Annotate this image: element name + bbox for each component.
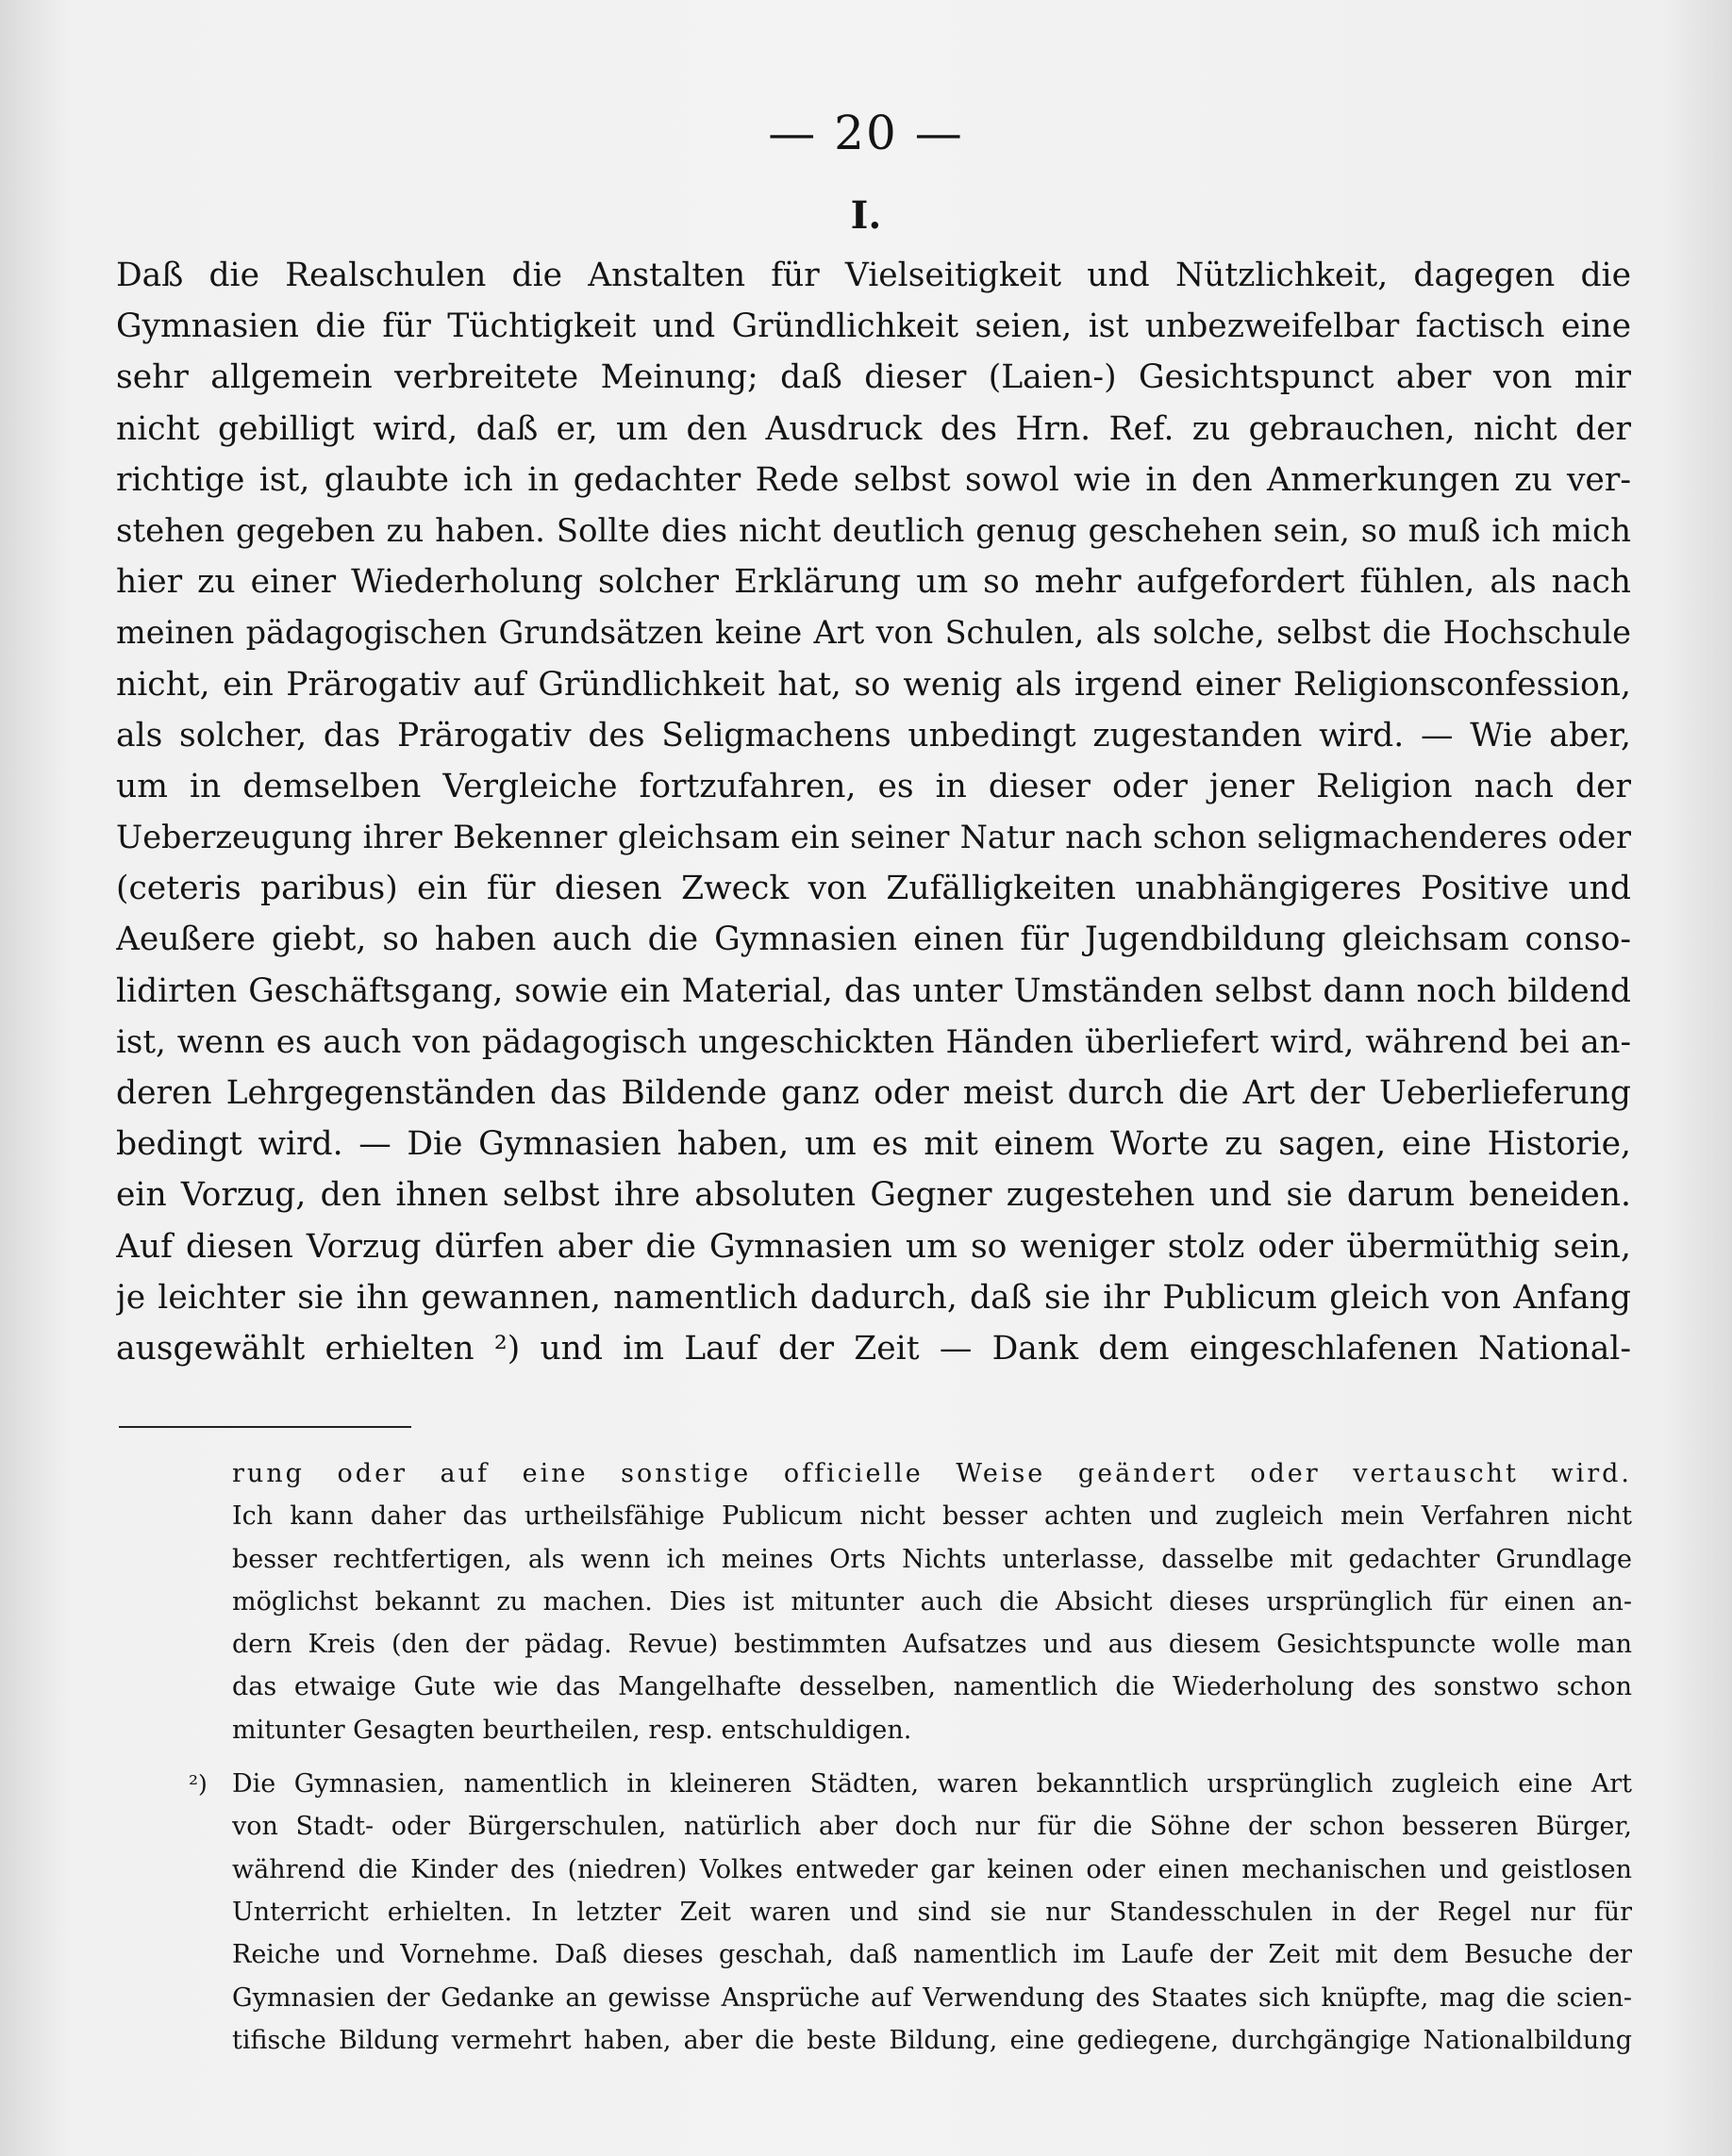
footnote-line: dern Kreis (den der pädag. Revue) bestimmten Aufsatzes und aus diesem Gesichtspuncte wolle man xyxy=(232,1630,1632,1660)
body-line: Daß die Realschulen die Anstalten für Vielseitigkeit und Nützlichkeit, dagegen die xyxy=(116,257,1631,294)
footnote-line: von Stadt- oder Bürgerschulen, natürlich aber doch nur für die Söhne der schon besseren Bürger, xyxy=(232,1812,1632,1842)
footnote-divider xyxy=(119,1426,411,1428)
footnotes xyxy=(189,1452,1632,2062)
body-line: meinen pädagogischen Grundsätzen keine Art von Schulen, als solche, selbst die Hochschule xyxy=(116,614,1631,652)
body-line: nicht gebilligt wird, daß er, um den Ausdruck des Hrn. Ref. zu gebrauchen, nicht der xyxy=(116,409,1631,448)
footnote-2 xyxy=(189,1763,1632,2062)
footnote-line: besser rechtfertigen, als wenn ich meines Orts Nichts unterlasse, dasselbe mit gedachter Grundlage xyxy=(232,1544,1632,1574)
footnote-line: Die Gymnasien, namentlich in kleineren Städten, waren bekanntlich ursprünglich zugleich eine Art xyxy=(232,1769,1632,1799)
body-line: sehr allgemein verbreitete Meinung; daß dieser (Laien-) Gesichtspunct aber von mir xyxy=(116,358,1631,397)
footnote-line: tifische Bildung vermehrt haben, aber die beste Bildung, eine gediegene, durchgängige Nationalbildung xyxy=(232,2025,1632,2055)
body-line: ein Vorzug, den ihnen selbst ihre absoluten Gegner zugestehen und sie darum beneiden. xyxy=(116,1176,1631,1215)
footnote-line: Gymnasien der Gedanke an gewisse Ansprüche auf Verwendung des Staates sich knüpfte, mag die scien- xyxy=(232,1982,1632,2013)
body-line: Auf diesen Vorzug dürfen aber die Gymnasien um so weniger stolz oder übermüthig sein, xyxy=(116,1227,1631,1266)
body-line: (ceteris paribus) ein für diesen Zweck von Zufälligkeiten unabhängigeres Positive und xyxy=(116,870,1631,908)
page-number-header: — 20 — xyxy=(768,106,964,160)
footnote-line: Unterricht erhielten. In letzter Zeit waren und sind sie nur Standesschulen in der Regel nur für xyxy=(232,1897,1632,1927)
body-line: je leichter sie ihn gewannen, namentlich dadurch, daß sie ihr Publicum gleich von Anfang xyxy=(116,1278,1631,1317)
section-number: I. xyxy=(850,193,882,238)
body-line: ausgewählt erhielten ²) und im Lauf der Zeit — Dank dem eingeschlafenen National- xyxy=(116,1329,1631,1368)
body-line: Aeußere giebt, so haben auch die Gymnasien einen für Jugendbildung gleichsam conso- xyxy=(116,920,1631,959)
body-line: um in demselben Vergleiche fortzufahren, es in dieser oder jener Religion nach der xyxy=(116,767,1631,805)
footnote-line: während die Kinder des (niedren) Volkes entweder gar keinen oder einen mechanischen und geistlosen xyxy=(232,1854,1632,1884)
footnote-line: Ich kann daher das urtheilsfähige Publicum nicht besser achten und zugleich mein Verfahren nicht xyxy=(232,1501,1632,1532)
body-line: hier zu einer Wiederholung solcher Erklärung um so mehr aufgefordert fühlen, als nach xyxy=(116,563,1631,602)
body-line: lidirten Geschäftsgang, sowie ein Material, das unter Umständen selbst dann noch bildend xyxy=(116,971,1631,1010)
footnote-1 xyxy=(232,1452,1632,1751)
footnote-line: möglichst bekannt zu machen. Dies ist mitunter auch die Absicht dieses ursprünglich für einen an- xyxy=(232,1586,1632,1617)
body-line: stehen gegeben zu haben. Sollte dies nicht deutlich genug geschehen sein, so muß ich mich xyxy=(116,511,1631,550)
footnote-line: mitunter Gesagten beurtheilen, resp. entschuldigen. xyxy=(232,1715,912,1745)
body-line: bedingt wird. — Die Gymnasien haben, um es mit einem Worte zu sagen, eine Historie, xyxy=(116,1125,1631,1164)
footnote-line: rung oder auf eine sonstige officielle Weise geändert oder vertauscht wird. xyxy=(232,1459,1632,1488)
main-body-text xyxy=(116,250,1631,1374)
body-line: deren Lehrgegenständen das Bildende ganz oder meist durch die Art der Ueberlieferung xyxy=(116,1074,1631,1112)
footnote-line: Reiche und Vornehme. Daß dieses geschah, daß namentlich im Laufe der Zeit mit dem Besuche der xyxy=(232,1940,1632,1970)
body-line: richtige ist, glaubte ich in gedachter Rede selbst sowol wie in den Anmerkungen zu ver- xyxy=(116,460,1631,499)
body-line: als solcher, das Prärogativ des Seligmachens unbedingt zugestanden wird. — Wie aber, xyxy=(116,716,1631,755)
body-line: Gymnasien die für Tüchtigkeit und Gründlichkeit seien, ist unbezweifelbar factisch eine xyxy=(116,307,1631,346)
body-line: Ueberzeugung ihrer Bekenner gleichsam ein seiner Natur nach schon seligmachenderes oder xyxy=(116,819,1631,856)
body-line: ist, wenn es auch von pädagogisch ungeschickten Händen überliefert wird, während bei an- xyxy=(116,1022,1631,1061)
footnote-marker: ²) xyxy=(189,1770,208,1799)
footnote-line: das etwaige Gute wie das Mangelhafte desselben, namentlich die Wiederholung des sonstwo schon xyxy=(232,1672,1632,1702)
body-line: nicht, ein Prärogativ auf Gründlichkeit hat, so wenig als irgend einer Religionsconfession, xyxy=(116,665,1631,704)
